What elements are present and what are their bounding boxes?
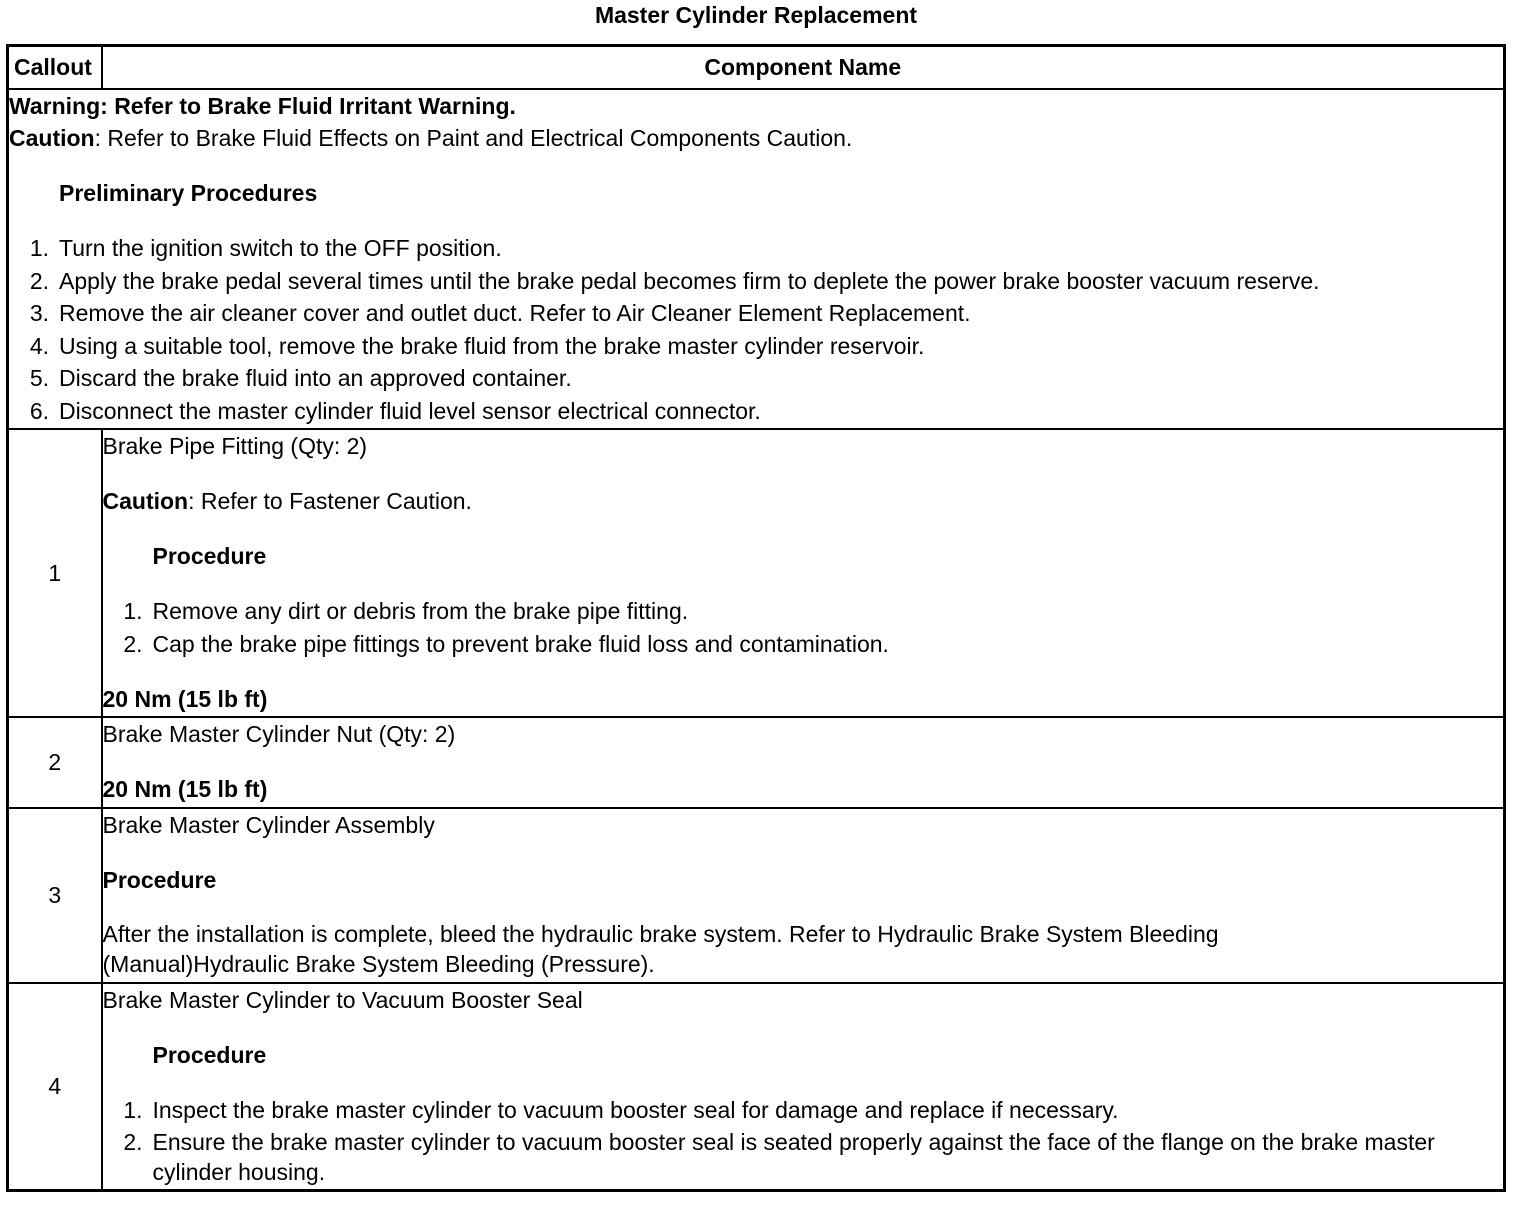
table-row — [8, 429, 1505, 717]
procedure-heading: Procedure — [152, 543, 267, 569]
caution-text: : Refer to Fastener Caution. — [188, 488, 472, 514]
warning-line — [9, 90, 1503, 122]
procedure-heading: Procedure — [152, 1042, 267, 1068]
component-cell — [102, 808, 1505, 983]
torque-spec: 20 Nm (15 lb ft) — [102, 776, 268, 802]
component-name: Brake Master Cylinder to Vacuum Booster Seal — [102, 987, 583, 1013]
component-name: Brake Pipe Fitting (Qty: 2) — [102, 433, 368, 459]
callout-number: 3 — [8, 808, 102, 983]
procedure-table — [6, 44, 1506, 1192]
list-item: 2. Cap the brake pipe fittings to prevent brake fluid loss and contamination. — [123, 630, 889, 657]
component-name: Brake Master Cylinder Nut (Qty: 2) — [102, 721, 456, 747]
table-row — [8, 808, 1505, 983]
table-header-row — [8, 46, 1505, 90]
callout-number: 4 — [8, 983, 102, 1191]
list-item: 1. Inspect the brake master cylinder to vacuum booster seal for damage and replace if necessary. — [123, 1097, 1119, 1123]
component-cell — [102, 429, 1505, 717]
list-item: 1. Remove any dirt or debris from the brake pipe fitting. — [123, 598, 689, 624]
list-item: 4. Using a suitable tool, remove the brake fluid from the brake master cylinder reservoir. — [29, 332, 925, 359]
page-title: Master Cylinder Replacement — [594, 2, 918, 28]
preliminary-row — [8, 89, 1505, 429]
caution-text: : Refer to Brake Fluid Effects on Paint and Electrical Components Caution. — [94, 125, 853, 151]
torque-spec: 20 Nm (15 lb ft) — [102, 686, 268, 712]
list-item: 3. Remove the air cleaner cover and outlet duct. Refer to Air Cleaner Element Replacement. — [29, 300, 971, 326]
caution-label: Caution — [102, 488, 189, 514]
component-name-header: Component Name — [102, 46, 1505, 90]
preliminary-cell — [8, 89, 1505, 429]
component-cell — [102, 983, 1505, 1191]
list-item: 2. Apply the brake pedal several times until the brake pedal becomes firm to deplete the power brake booster vacuum reserve. — [29, 267, 1320, 294]
caution-label: Caution — [9, 125, 95, 151]
procedure-steps — [103, 595, 1504, 660]
table-row — [8, 983, 1505, 1191]
preliminary-steps — [9, 232, 1503, 427]
callout-number: 1 — [8, 429, 102, 717]
warning-text: : Refer to Brake Fluid Irritant Warning. — [100, 93, 516, 119]
procedure-text: After the installation is complete, bleed the hydraulic brake system. Refer to Hydraulic Brake System Bleeding (Manual)Hydraulic Brake System Bleeding (Pressure). — [102, 921, 1219, 977]
callout-header: Callout — [8, 46, 102, 90]
warning-label: Warning — [9, 93, 101, 119]
caution-line — [103, 485, 1504, 517]
component-cell — [102, 717, 1505, 808]
caution-line — [9, 122, 1503, 154]
table-row — [8, 717, 1505, 808]
callout-number: 2 — [8, 717, 102, 808]
list-item: 1. Turn the ignition switch to the OFF position. — [29, 235, 502, 261]
list-item: 6. Disconnect the master cylinder fluid level sensor electrical connector. — [29, 397, 761, 424]
procedure-steps — [103, 1094, 1504, 1187]
list-item: 5. Discard the brake fluid into an approved container. — [29, 365, 572, 391]
list-item: 2. Ensure the brake master cylinder to vacuum booster seal is seated properly against the face of the flange on the brake master cylinder housing. — [123, 1128, 1435, 1185]
component-name: Brake Master Cylinder Assembly — [102, 812, 435, 838]
preliminary-heading: Preliminary Procedures — [59, 180, 318, 206]
procedure-heading: Procedure — [102, 867, 217, 893]
